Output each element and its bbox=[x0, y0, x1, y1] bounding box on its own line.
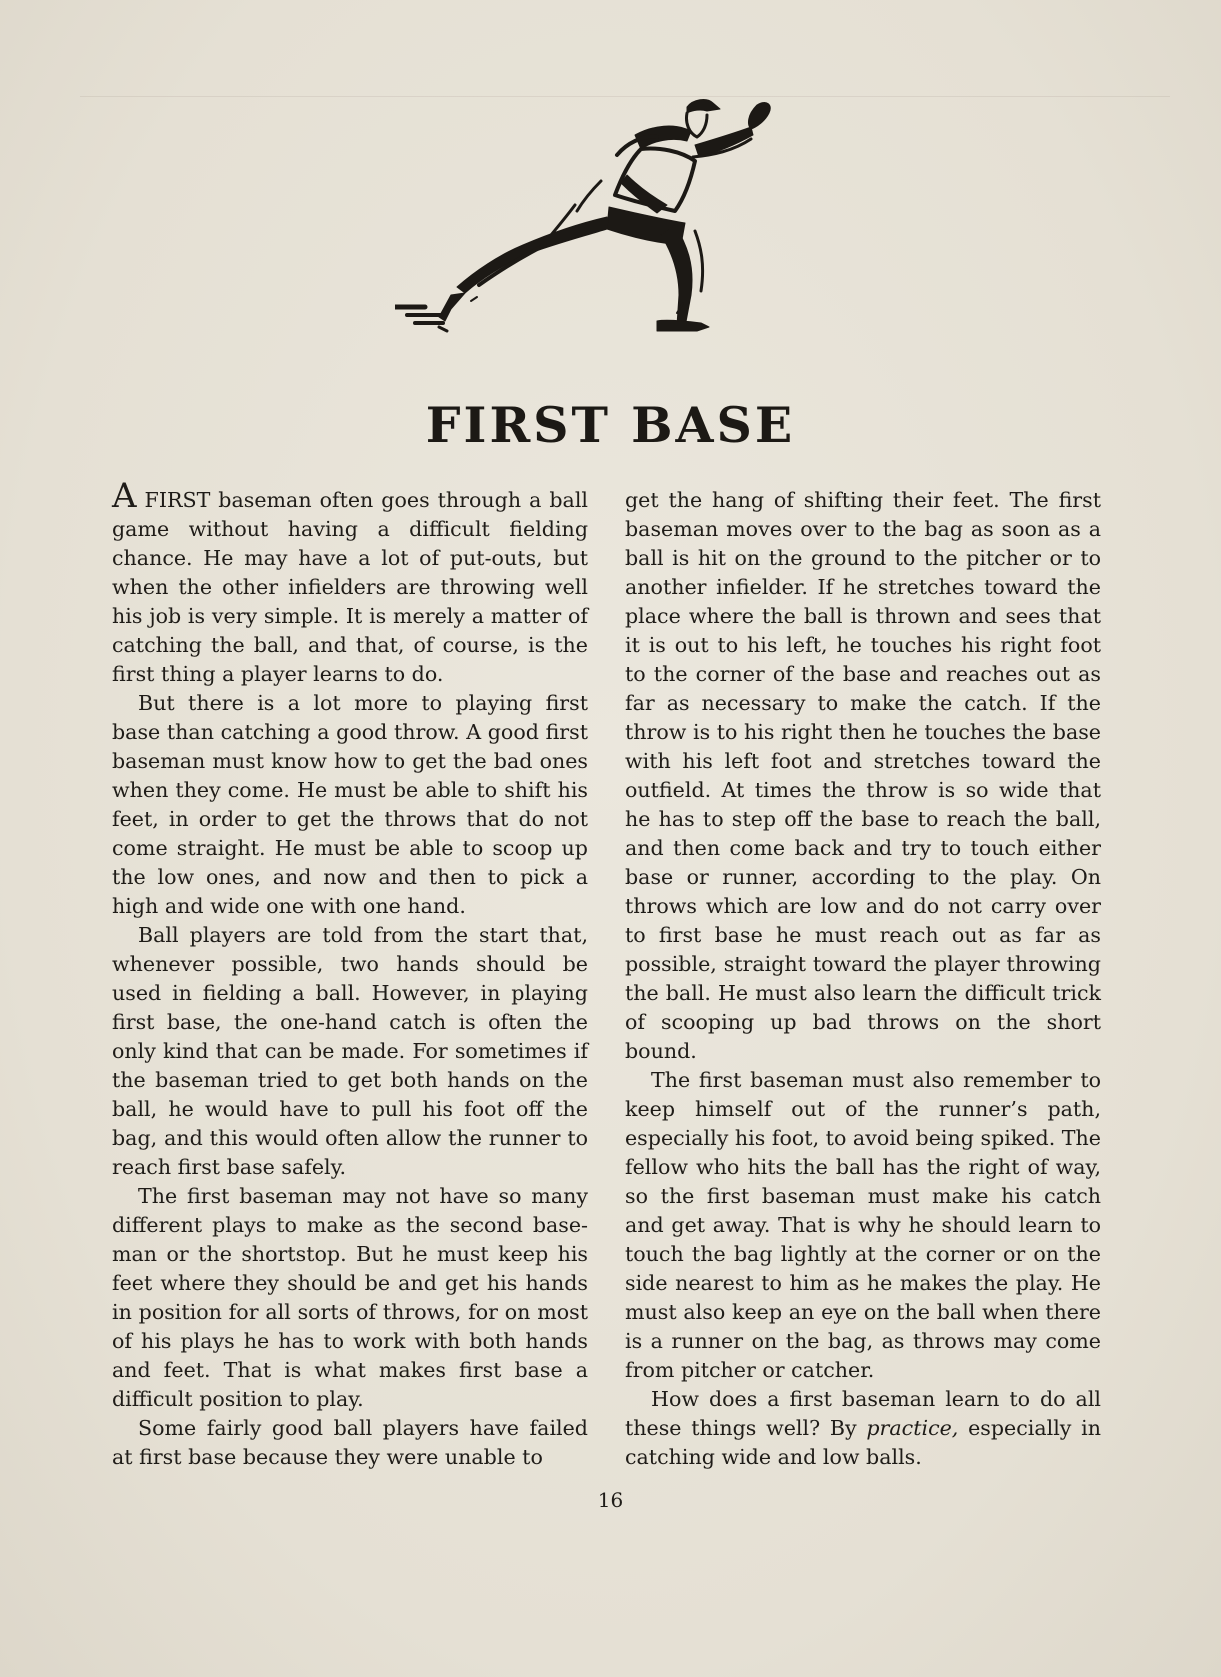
paragraph-6: The first baseman must also remember to keep himself out of the runner’s path, especially his foot, to avoid being spiked. The fellow who hits the ball has the right of way, so the first baseman must make his catch and get away. That is why he should learn to touch the bag lightly at the corner or on the side nearest to him as he makes the play. He must also keep an eye on the ball when there is a runner on the bag, as throws may come from pitcher or catcher. bbox=[625, 1068, 1101, 1382]
drop-cap: A bbox=[112, 476, 137, 516]
paragraph-5-end: get the hang of shifting their feet. The first baseman moves over to the bag as soon as a ball is hit on the ground to the pitcher or to another infielder. If he stretches toward the place where the ball is thrown and sees that it is out to his left, he touches his right foot to the corner of the base and reaches out as far as necessary to make the catch. If the throw is to his right then he touches the base with his left foot and stretches toward the outfield. At times the throw is so wide that he has to step off the base to reach the ball, and then come back and try to touch either base or runner, according to the play. On throws which are low and do not carry over to first base he must reach out as far as possible, straight toward the player throwing the ball. He must also learn the difficult trick of scooping up bad throws on the short bound. bbox=[625, 488, 1101, 1063]
paragraph-2: But there is a lot more to playing first base than catching a good throw. A good first baseman must know how to get the bad ones when they come. He must be able to shift his feet, in order to get the throws that do not come straight. He must be able to scoop up the low ones, and now and then to pick a high and wide one with one hand. bbox=[112, 691, 588, 918]
paragraph-4: The first baseman may not have so many different plays to make as the second base-man or the shortstop. But he must keep his feet where they should be and get his hands in position for all sorts of throws, for on most of his plays he has to work with both hands and feet. That is what makes first base a difficult position to play. bbox=[112, 1184, 588, 1411]
page-number: 16 bbox=[597, 1488, 624, 1512]
paragraph-7-before: How does a first baseman learn to do all these things well? By bbox=[625, 1387, 1101, 1440]
paragraph-7 bbox=[625, 1385, 1101, 1472]
right-column bbox=[625, 486, 1101, 1472]
paragraph-1-text: FIRST baseman often goes through a ball game without having a difficult fielding chance. He may have a lot of put-outs, but when the other infielders are throwing well his job is very simple. It is merely a matter of catching the ball, and that, of course, is the first thing a player learns to do. bbox=[112, 488, 588, 686]
paragraph-5-start: Some fairly good ball players have failed at first base because they were unable to bbox=[112, 1416, 588, 1469]
paragraph-3: Ball players are told from the start that, whenever possible, two hands should be used in fielding a ball. However, in playing first base, the one-hand catch is often the only kind that can be made. For sometimes if the baseman tried to get both hands on the ball, he would have to pull his foot off the bag, and this would often allow the runner to reach first base safely. bbox=[112, 923, 588, 1179]
first-baseman-illustration bbox=[395, 95, 775, 357]
paragraph-1 bbox=[112, 476, 588, 689]
page-title: FIRST BASE bbox=[425, 396, 796, 454]
left-column bbox=[112, 476, 588, 1472]
paragraph-7-after: especially in catching wide and low balls. bbox=[625, 1416, 1101, 1469]
paragraph-7-emphasis: practice, bbox=[866, 1416, 959, 1440]
